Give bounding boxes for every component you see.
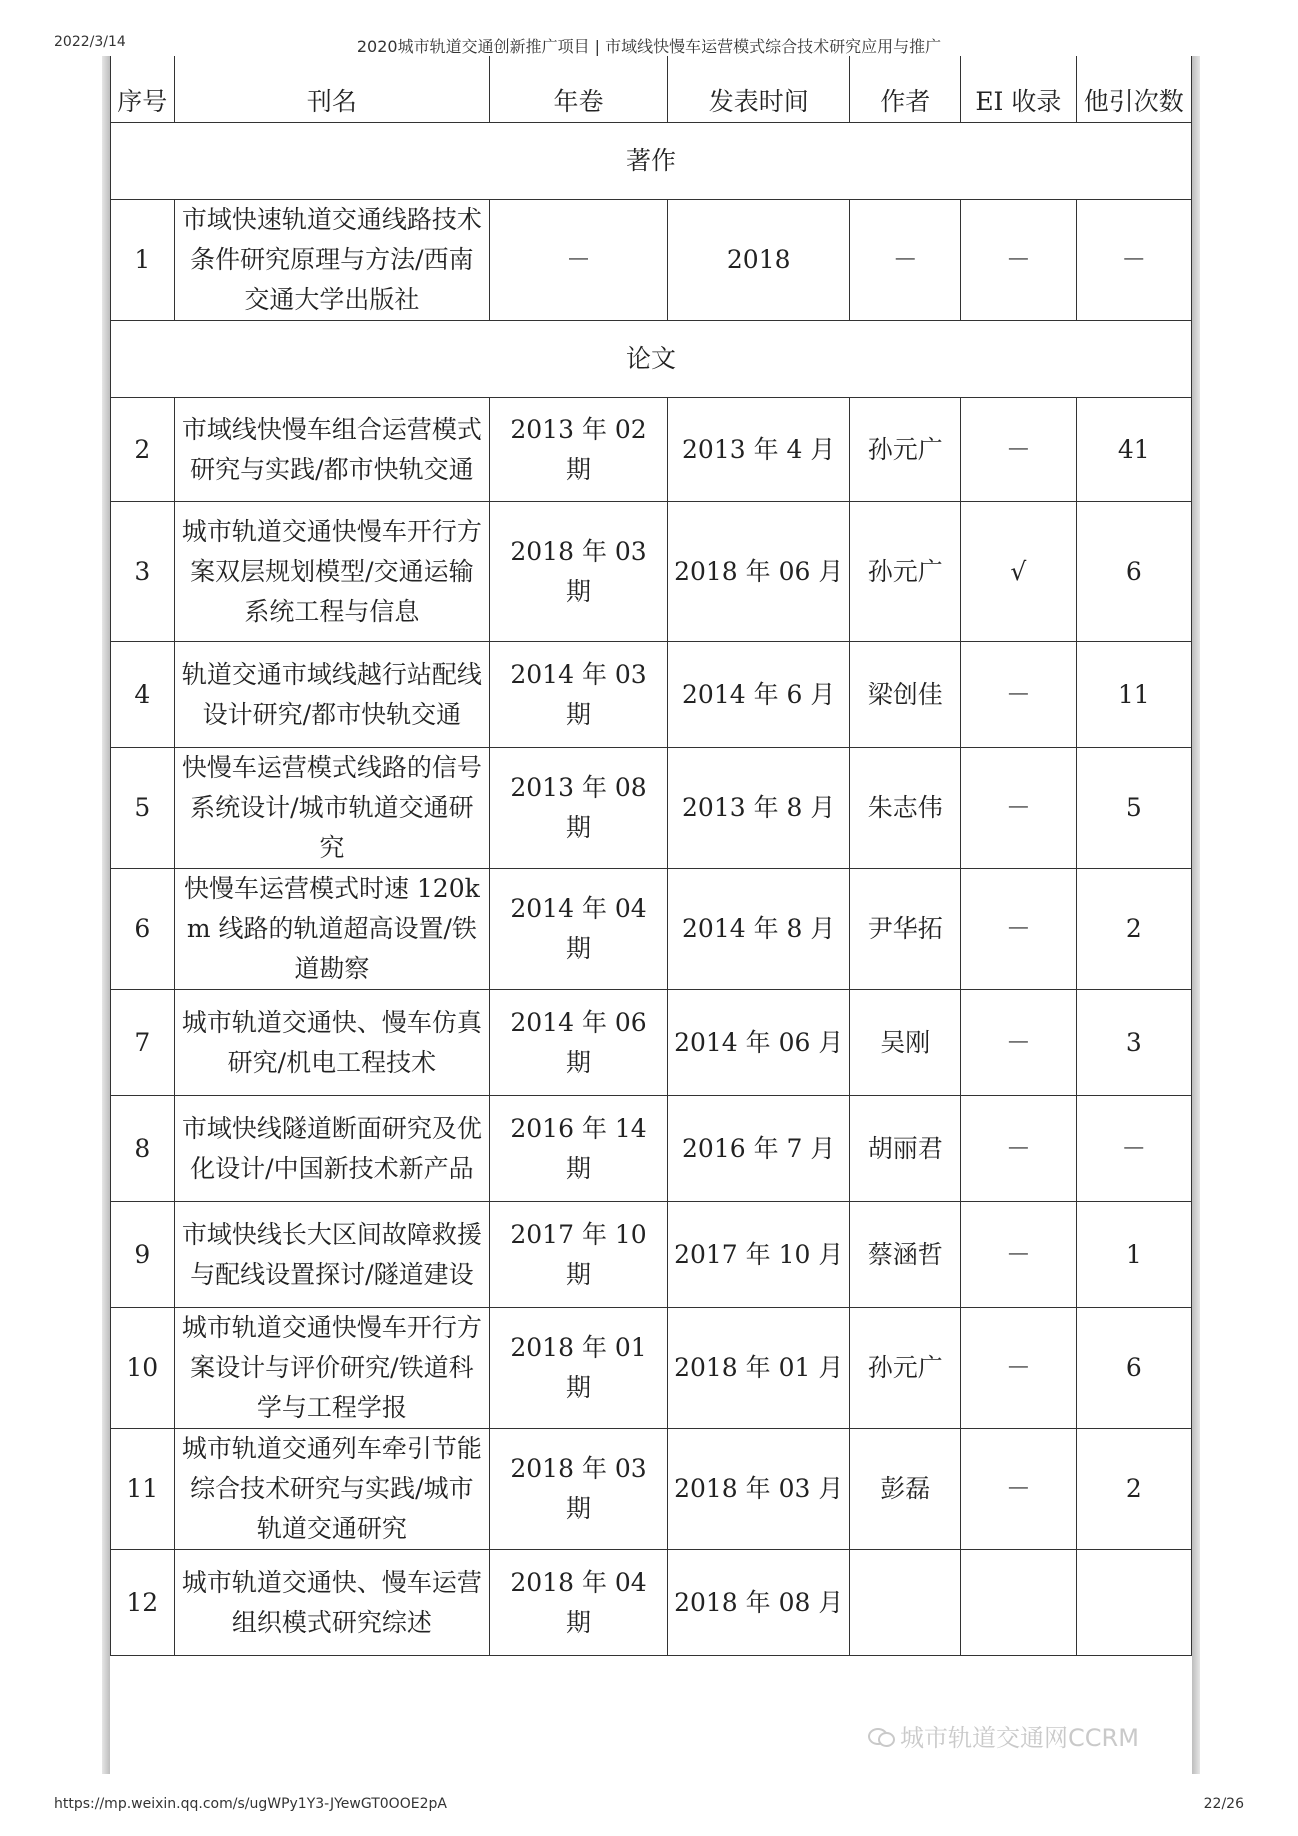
row-citations: 41	[1076, 398, 1191, 502]
table-left-edge	[102, 56, 110, 1774]
row-ei	[961, 1550, 1076, 1656]
table-body	[111, 123, 1192, 1656]
row-index: 2	[111, 398, 175, 502]
table-row	[111, 1096, 1192, 1202]
row-volume: 2013 年 08 期	[490, 748, 668, 869]
row-index: 8	[111, 1096, 175, 1202]
row-index: 5	[111, 748, 175, 869]
row-journal: 市域快线长大区间故障救援与配线设置探讨/隧道建设	[174, 1202, 490, 1308]
header-row	[111, 56, 1192, 123]
table-row	[111, 200, 1192, 321]
row-journal: 快慢车运营模式线路的信号系统设计/城市轨道交通研究	[174, 748, 490, 869]
col-header-date: 发表时间	[667, 56, 850, 123]
row-author: 孙元广	[850, 398, 961, 502]
row-index: 12	[111, 1550, 175, 1656]
table-row	[111, 1308, 1192, 1429]
row-journal: 城市轨道交通快、慢车运营组织模式研究综述	[174, 1550, 490, 1656]
row-index: 9	[111, 1202, 175, 1308]
table-row	[111, 502, 1192, 642]
row-author: 吴刚	[850, 990, 961, 1096]
row-author: 蔡涵哲	[850, 1202, 961, 1308]
row-index: 11	[111, 1429, 175, 1550]
row-author: 孙元广	[850, 1308, 961, 1429]
row-volume: 2017 年 10 期	[490, 1202, 668, 1308]
row-author	[850, 1550, 961, 1656]
page-url: https://mp.weixin.qq.com/s/ugWPy1Y3-JYewGT0OOE2pA	[54, 1796, 447, 1812]
row-date: 2018 年 06 月	[667, 502, 850, 642]
section-title: 著作	[111, 123, 1192, 200]
row-volume: 2018 年 04 期	[490, 1550, 668, 1656]
row-citations: 2	[1076, 869, 1191, 990]
row-citations: 3	[1076, 990, 1191, 1096]
row-author: 梁创佳	[850, 642, 961, 748]
row-volume: 2018 年 03 期	[490, 1429, 668, 1550]
row-ei: √	[961, 502, 1076, 642]
row-citations: －	[1076, 1096, 1191, 1202]
row-citations: 6	[1076, 502, 1191, 642]
row-author: 朱志伟	[850, 748, 961, 869]
row-citations: －	[1076, 200, 1191, 321]
row-date: 2017 年 10 月	[667, 1202, 850, 1308]
row-journal: 城市轨道交通列车牵引节能综合技术研究与实践/城市轨道交通研究	[174, 1429, 490, 1550]
row-ei: －	[961, 869, 1076, 990]
row-index: 10	[111, 1308, 175, 1429]
row-volume: －	[490, 200, 668, 321]
row-citations: 2	[1076, 1429, 1191, 1550]
col-header-author: 作者	[850, 56, 961, 123]
row-citations: 1	[1076, 1202, 1191, 1308]
row-date: 2018	[667, 200, 850, 321]
col-header-ei: EI 收录	[961, 56, 1076, 123]
row-date: 2014 年 6 月	[667, 642, 850, 748]
row-citations: 5	[1076, 748, 1191, 869]
row-ei: －	[961, 1308, 1076, 1429]
col-header-journal: 刊名	[174, 56, 490, 123]
table-row	[111, 398, 1192, 502]
table-right-edge	[1192, 56, 1200, 1774]
row-date: 2018 年 01 月	[667, 1308, 850, 1429]
row-index: 4	[111, 642, 175, 748]
row-journal: 市域快速轨道交通线路技术条件研究原理与方法/西南交通大学出版社	[174, 200, 490, 321]
row-date: 2014 年 06 月	[667, 990, 850, 1096]
row-journal: 城市轨道交通快慢车开行方案设计与评价研究/铁道科学与工程学报	[174, 1308, 490, 1429]
row-author: －	[850, 200, 961, 321]
row-index: 6	[111, 869, 175, 990]
row-volume: 2014 年 06 期	[490, 990, 668, 1096]
row-ei: －	[961, 200, 1076, 321]
row-journal: 市域线快慢车组合运营模式研究与实践/都市快轨交通	[174, 398, 490, 502]
table-row	[111, 1429, 1192, 1550]
row-author: 胡丽君	[850, 1096, 961, 1202]
row-ei: －	[961, 398, 1076, 502]
col-header-citations: 他引次数	[1076, 56, 1191, 123]
row-date: 2018 年 08 月	[667, 1550, 850, 1656]
row-author: 彭磊	[850, 1429, 961, 1550]
table-row	[111, 642, 1192, 748]
row-date: 2013 年 8 月	[667, 748, 850, 869]
watermark-text: 城市轨道交通网CCRM	[900, 1724, 1139, 1752]
table-row	[111, 990, 1192, 1096]
row-ei: －	[961, 1429, 1076, 1550]
col-header-volume: 年卷	[490, 56, 668, 123]
section-title: 论文	[111, 321, 1192, 398]
row-author: 孙元广	[850, 502, 961, 642]
section-row	[111, 321, 1192, 398]
row-date: 2018 年 03 月	[667, 1429, 850, 1550]
col-header-index: 序号	[111, 56, 175, 123]
row-journal: 市域快线隧道断面研究及优化设计/中国新技术新产品	[174, 1096, 490, 1202]
row-citations: 11	[1076, 642, 1191, 748]
row-volume: 2018 年 03 期	[490, 502, 668, 642]
row-ei: －	[961, 1096, 1076, 1202]
row-citations	[1076, 1550, 1191, 1656]
row-volume: 2013 年 02 期	[490, 398, 668, 502]
row-index: 1	[111, 200, 175, 321]
row-journal: 轨道交通市域线越行站配线设计研究/都市快轨交通	[174, 642, 490, 748]
row-index: 3	[111, 502, 175, 642]
print-date: 2022/3/14	[54, 34, 126, 50]
table-row	[111, 1550, 1192, 1656]
row-date: 2016 年 7 月	[667, 1096, 850, 1202]
table-row	[111, 869, 1192, 990]
row-journal: 快慢车运营模式时速 120km 线路的轨道超高设置/铁道勘察	[174, 869, 490, 990]
row-ei: －	[961, 990, 1076, 1096]
row-volume: 2016 年 14 期	[490, 1096, 668, 1202]
table-row	[111, 1202, 1192, 1308]
page-title: 2020城市轨道交通创新推广项目 | 市域线快慢车运营模式综合技术研究应用与推广	[356, 37, 942, 56]
row-date: 2014 年 8 月	[667, 869, 850, 990]
row-volume: 2014 年 04 期	[490, 869, 668, 990]
row-journal: 城市轨道交通快、慢车仿真研究/机电工程技术	[174, 990, 490, 1096]
section-row	[111, 123, 1192, 200]
row-date: 2013 年 4 月	[667, 398, 850, 502]
table-row	[111, 748, 1192, 869]
row-journal: 城市轨道交通快慢车开行方案双层规划模型/交通运输系统工程与信息	[174, 502, 490, 642]
watermark	[868, 1718, 1139, 1753]
row-author: 尹华拓	[850, 869, 961, 990]
wechat-icon	[868, 1726, 894, 1746]
publications-table	[110, 56, 1192, 1656]
row-citations: 6	[1076, 1308, 1191, 1429]
table-viewport	[110, 56, 1192, 1774]
row-volume: 2014 年 03 期	[490, 642, 668, 748]
row-ei: －	[961, 1202, 1076, 1308]
row-ei: －	[961, 642, 1076, 748]
page-number: 22/26	[1203, 1796, 1244, 1812]
row-volume: 2018 年 01 期	[490, 1308, 668, 1429]
row-index: 7	[111, 990, 175, 1096]
row-ei: －	[961, 748, 1076, 869]
